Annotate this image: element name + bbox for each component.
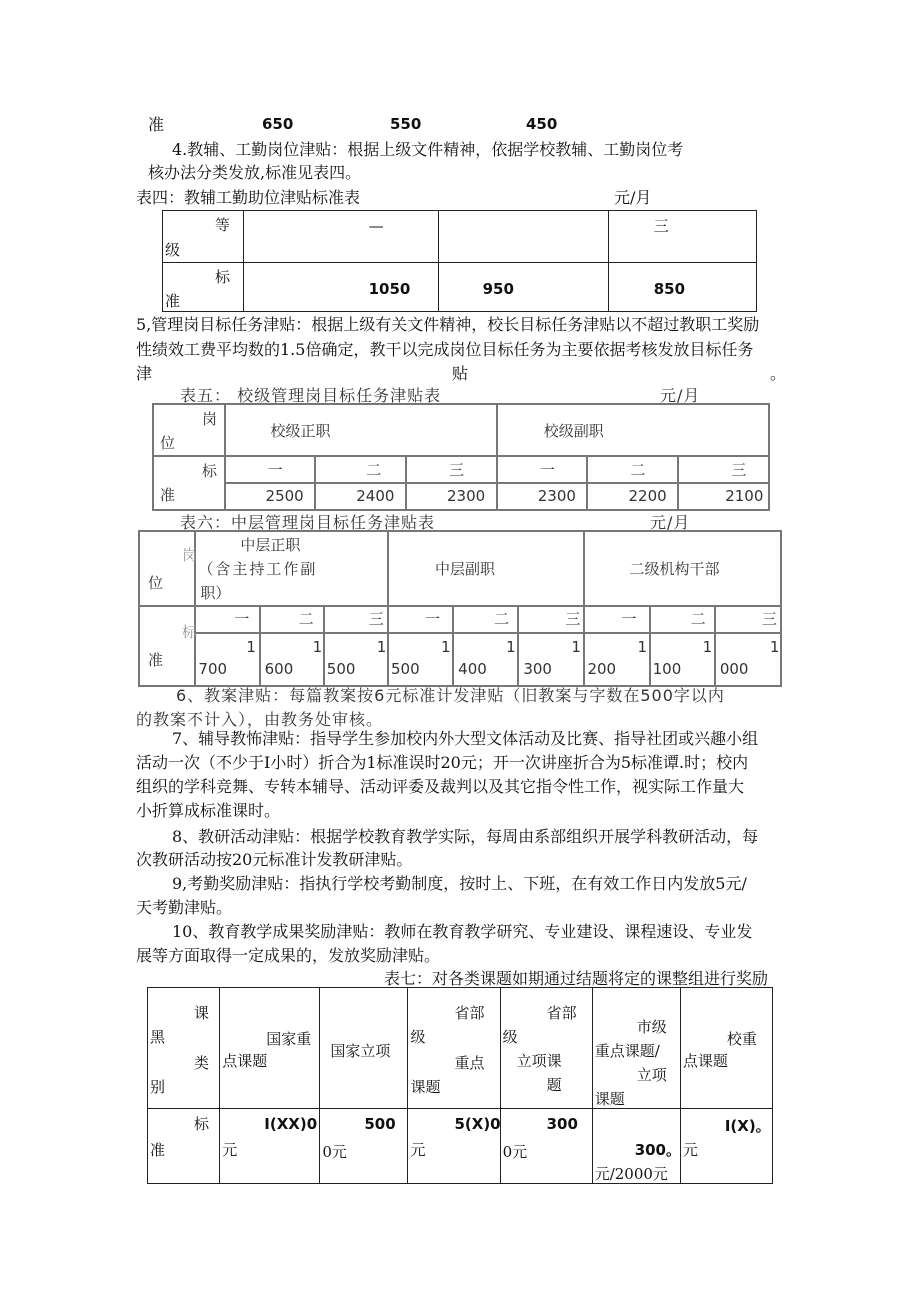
value-450: 450 — [526, 115, 558, 133]
t6-value-4: 500 — [390, 660, 420, 678]
para-9-line1: 9,考勤奖励津贴：指执行学校考勤制度，按时上、下班，在有效工作日内发放5元/ — [172, 874, 747, 893]
t7-value-1: I(XX)0 — [264, 1115, 318, 1133]
para-7-line3: 组织的学科竞舞、专转本辅导、活动评委及裁判以及其它指令性工作，视实际工作量大 — [136, 777, 745, 796]
t6-grade-9: 三 — [761, 610, 777, 628]
t7-standard-zhun: 准 — [150, 1141, 166, 1159]
t7-value-5-unit: 元/2000元 — [594, 1165, 668, 1183]
table7 — [147, 987, 773, 1184]
para-7-line2: 活动一次（不少于I小时）折合为1标准误时20元；开一次讲座折合为5标准谭.时；校内 — [136, 753, 749, 772]
t6-col-middle-deputy: 中层副职 — [434, 560, 495, 578]
t6-grade-1: 一 — [234, 610, 250, 628]
t6-col-middle-chief-note2: 职） — [200, 584, 231, 602]
t7-col-city-2: 重点课题/ — [594, 1042, 660, 1060]
t5-grade-6: 三 — [731, 461, 747, 479]
t5-grade-5: 二 — [630, 461, 646, 479]
t7-col-provincial-key-4: 课题 — [410, 1078, 441, 1096]
t7-col-national-key-2: 点课题 — [222, 1052, 268, 1070]
t6-top-6: 1 — [571, 638, 581, 656]
t7-value-4: 300 — [546, 1115, 578, 1133]
t4-value-3: 850 — [653, 280, 686, 298]
t7-col-city: 市级 — [636, 1018, 667, 1036]
para-8-line2: 次教研活动按20元标准计发教研津贴。 — [136, 850, 413, 869]
t7-value-6-unit: 元 — [682, 1141, 698, 1159]
t7-col-city-3: 立项 — [636, 1066, 667, 1084]
para-6-line1: 6、教案津贴：每篇教案按6元标准计发津贴（旧教案与字数在500字以内 — [176, 686, 725, 705]
t4-header-deng: 等 — [215, 216, 231, 234]
t7-col-school-key-2: 点课题 — [682, 1052, 728, 1070]
table6 — [138, 530, 782, 687]
table5-unit: 元/月 — [660, 386, 701, 405]
t4-value-2: 950 — [482, 280, 514, 298]
para-10-line2: 展等方面取得一定成果的，发放奖励津贴。 — [136, 946, 441, 965]
t7-col-provincial-key-2: 级 — [410, 1028, 426, 1046]
t7-value-3-unit: 元 — [410, 1141, 426, 1159]
para-7-line4: 小折算成标准课时。 — [136, 801, 281, 820]
t5-value-6: 2100 — [725, 487, 764, 505]
para-5-line3a: 津 — [136, 364, 153, 383]
t6-header-wei: 位 — [148, 574, 164, 592]
t5-grade-3: 三 — [449, 461, 465, 479]
t5-standard-biao: 标 — [202, 462, 218, 480]
t7-col-provincial-project: 省部 — [546, 1004, 577, 1022]
t5-value-3: 2300 — [447, 487, 486, 505]
t7-col-national-key: 国家重 — [266, 1030, 312, 1048]
para-4-line1: 4.教辅、工勤岗位津贴：根据上级文件精神，依据学校教辅、工勤岗位考 — [172, 140, 684, 159]
t6-value-8: 100 — [652, 660, 682, 678]
t4-standard-biao: 标 — [215, 268, 231, 286]
para-6-line2: 的教案不计入），由教务处审核。 — [136, 710, 384, 729]
t5-header-gang: 岗 — [202, 410, 218, 428]
t5-grade-2: 二 — [366, 461, 382, 479]
value-650: 650 — [262, 115, 294, 133]
t5-col-vice-principal: 校级副职 — [543, 422, 604, 440]
table7-title: 表七：对各类课题如期通过结题将定的课整组进行奖励 — [384, 969, 769, 988]
t7-col-provincial-key-3: 重点 — [454, 1054, 485, 1072]
t6-col-secondary-cadre: 二级机构干部 — [629, 560, 720, 578]
t6-grade-7: 一 — [621, 610, 637, 628]
t5-grade-4: 一 — [539, 461, 555, 479]
t7-col-national-project: 国家立项 — [330, 1042, 391, 1060]
table4 — [162, 210, 757, 312]
t6-grade-4: 一 — [424, 610, 440, 628]
t6-top-4: 1 — [440, 638, 451, 656]
t6-top-3: 1 — [376, 638, 387, 656]
t6-top-8: 1 — [702, 638, 713, 656]
value-550: 550 — [390, 115, 422, 133]
t6-value-7: 200 — [587, 660, 617, 678]
para-4-line2: 核办法分类发放,标准见表四。 — [148, 163, 362, 182]
t6-top-9: 1 — [769, 638, 780, 656]
t7-value-2-unit: 0元 — [322, 1143, 347, 1161]
para-9-line2: 天考勤津贴。 — [136, 898, 233, 917]
t6-top-1: 1 — [246, 638, 256, 656]
t6-top-5: 1 — [506, 638, 516, 656]
t7-value-4-unit: 0元 — [502, 1143, 528, 1161]
t5-header-wei: 位 — [160, 434, 176, 452]
t6-value-6: 300 — [523, 660, 552, 678]
t7-value-3: 5(X)0 — [454, 1115, 501, 1133]
t7-header-lei: 类 — [194, 1054, 210, 1072]
t6-header-gang: 岗 — [182, 546, 198, 564]
t7-value-6: I(X)。 — [724, 1117, 771, 1135]
t7-col-provincial-project-2: 级 — [502, 1028, 518, 1046]
t6-grade-6: 三 — [565, 610, 581, 628]
table5 — [152, 403, 770, 511]
t7-col-provincial-project-3: 立项课 — [516, 1052, 562, 1070]
row-label-zhun: 准 — [148, 115, 165, 134]
para-10-line1: 10、教育教学成果奖励津贴：教师在教育教学研究、专业建设、课程速设、专业发 — [172, 922, 753, 941]
table4-title: 表四：教辅工勤助位津贴标准表 — [136, 188, 361, 207]
para-5-line3c: 。 — [770, 364, 787, 383]
para-5-line2: 性绩效工费平均数的1.5倍确定，教干以完成岗位目标任务为主要依据考核发放目标任务 — [136, 340, 754, 359]
t5-value-5: 2200 — [628, 487, 667, 505]
t7-col-provincial-key: 省部 — [454, 1004, 485, 1022]
t4-grade-1: — — [368, 217, 384, 235]
t5-value-4: 2300 — [537, 487, 576, 505]
t7-standard-biao: 标 — [194, 1115, 210, 1133]
t6-grade-5: 二 — [494, 610, 510, 628]
t7-col-city-4: 课题 — [594, 1090, 625, 1108]
t7-value-1-unit: 元 — [222, 1141, 238, 1159]
t6-standard-zhun: 准 — [148, 651, 164, 669]
t5-grade-1: 一 — [267, 461, 283, 479]
table4-unit: 元/月 — [614, 188, 652, 207]
t6-value-3: 500 — [326, 660, 356, 678]
t5-standard-zhun: 准 — [160, 486, 176, 504]
table5-title: 表五： 校级管理岗目标任务津贴表 — [180, 386, 442, 405]
t5-value-1: 2500 — [265, 487, 304, 505]
t6-col-middle-chief-note: （含主持工作副 — [198, 560, 318, 578]
table6-title: 表六：中层管理岗目标任务津贴表 — [180, 513, 436, 532]
table6-unit: 元/月 — [650, 513, 691, 532]
t4-header-ji: 级 — [165, 241, 181, 259]
t4-value-1: 1050 — [368, 280, 411, 298]
t6-top-7: 1 — [637, 638, 648, 656]
t6-grade-2: 二 — [298, 610, 314, 628]
t7-value-5: 300。 — [634, 1141, 681, 1159]
t5-value-2: 2400 — [356, 487, 395, 505]
t5-col-principal: 校级正职 — [270, 422, 331, 440]
para-8-line1: 8、教研活动津贴：根据学校教育教学实际，每周由系部组织开展学科教研活动，每 — [172, 827, 759, 846]
t6-standard-biao: 标 — [182, 623, 198, 641]
t6-grade-8: 二 — [690, 610, 706, 628]
t6-grade-3: 三 — [368, 610, 384, 628]
t6-value-1: 700 — [198, 660, 228, 678]
t7-header-ke: 课 — [194, 1004, 210, 1022]
para-7-line1: 7、辅导教怖津贴：指导学生参加校内外大型文体活动及比赛、指导社团或兴趣小组 — [172, 729, 759, 748]
para-5-line3b: 贴 — [452, 364, 469, 383]
t6-value-9: 000 — [719, 660, 749, 678]
t7-header-bie: 别 — [150, 1078, 166, 1096]
t7-col-provincial-project-4: 题 — [546, 1076, 562, 1094]
t6-top-2: 1 — [312, 638, 323, 656]
t4-standard-zhun: 准 — [165, 292, 181, 310]
t6-col-middle-chief: 中层正职 — [240, 536, 301, 554]
t7-col-school-key: 校重 — [726, 1030, 757, 1048]
t4-grade-3: 三 — [653, 217, 669, 235]
para-5-line1: 5,管理岗目标任务津贴：根据上级有关文件精神，校长目标任务津贴以不超过教职工奖励 — [136, 315, 760, 334]
t6-value-2: 600 — [264, 660, 294, 678]
t6-value-5: 400 — [458, 660, 487, 678]
t7-header-hei: 黑 — [150, 1028, 166, 1046]
t7-value-2: 500 — [364, 1115, 396, 1133]
